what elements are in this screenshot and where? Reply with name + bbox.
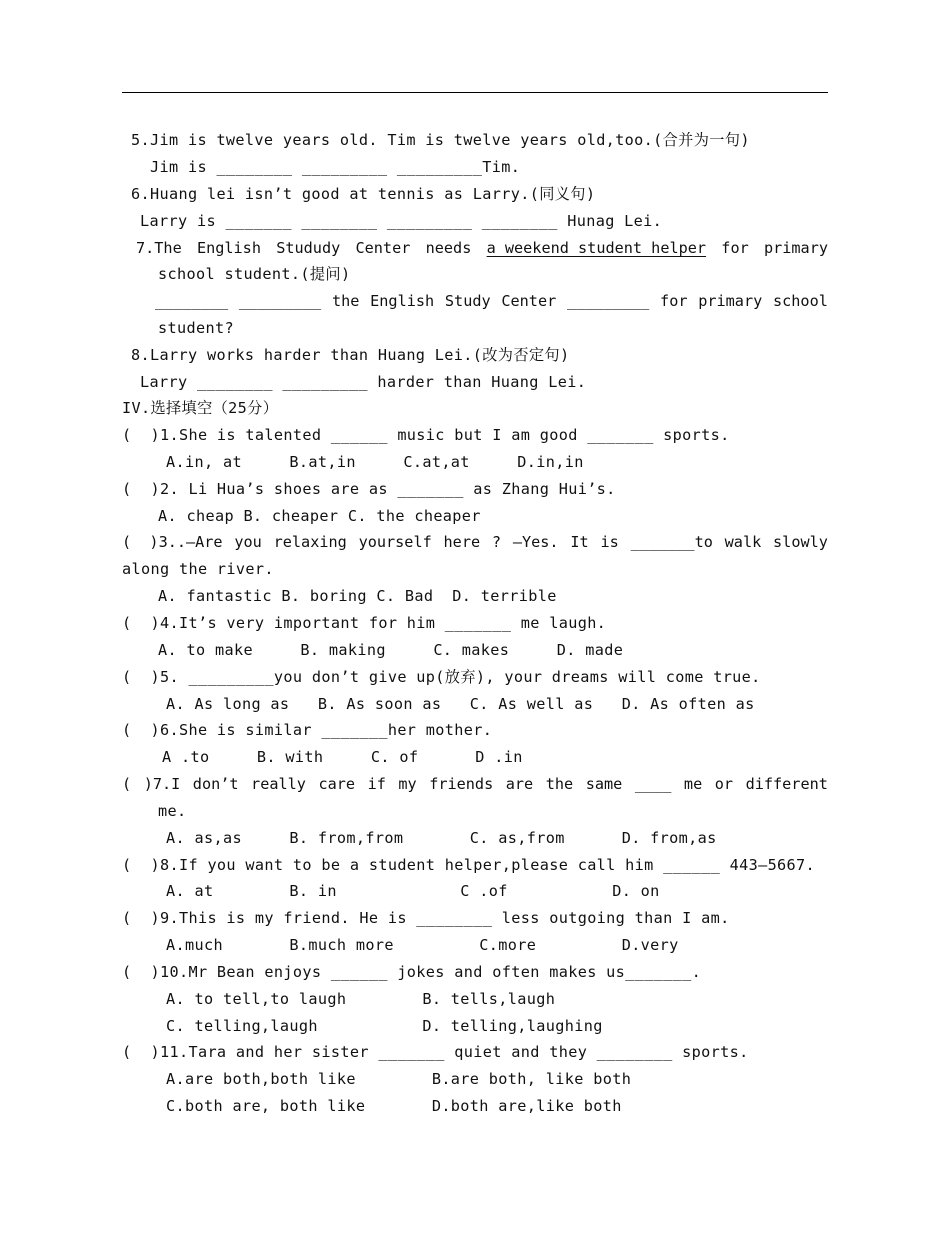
mc-question-9: ( )9.This is my friend. He is ________ less outgoing than I am. — [122, 909, 730, 927]
word: really — [251, 775, 306, 793]
mc-question-2: ( )2. Li Hua’s shoes are as _______ as Zhang Hui’s. — [122, 480, 616, 498]
word: yourself — [358, 533, 432, 551]
mc-options-5: A. As long as B. As soon as C. As well as D. As often as — [166, 695, 755, 713]
word: different — [745, 775, 828, 793]
mc-options-11-row-2: C.both are, both like D.both are,like both — [166, 1097, 622, 1115]
question-6: 6.Huang lei isn’t good at tennis as Larry.(同义句) — [131, 185, 596, 203]
mc-question-8: ( )8.If you want to be a student helper,please call him ______ 443—5667. — [122, 856, 816, 874]
question-8: 8.Larry works harder than Huang Lei.(改为否定句) — [131, 346, 570, 364]
mc-question-3 — [122, 532, 828, 552]
word: for — [660, 292, 688, 310]
mc-question-4: ( )4.It’s very important for him _______ me laugh. — [122, 614, 607, 632]
word: are — [505, 775, 534, 793]
word: for — [721, 239, 749, 257]
word: 7.The — [136, 239, 182, 257]
word: is — [600, 533, 619, 551]
mc-options-6: A .to B. with C. of D .in — [162, 748, 523, 766]
question-7 — [136, 238, 828, 258]
mc-question-10: ( )10.Mr Bean enjoys ______ jokes and often makes us_______. — [122, 963, 702, 981]
word: It — [570, 533, 589, 551]
word: walk — [724, 533, 762, 551]
question-5: 5.Jim is twelve years old. Tim is twelve years old,too.(合并为一句) — [131, 131, 750, 149]
word: _________ — [567, 292, 650, 310]
mc-question-1: ( )1.She is talented ______ music but I am good _______ sports. — [122, 426, 730, 444]
header-rule — [122, 92, 828, 93]
word: English — [370, 292, 435, 310]
word: primary — [698, 292, 763, 310]
section-heading: IV.选择填空（25分） — [122, 399, 279, 417]
word: ( — [122, 775, 132, 793]
word: relaxing — [273, 533, 347, 551]
word: my — [398, 775, 417, 793]
mc-question-11: ( )11.Tara and her sister _______ quiet and they ________ sports. — [122, 1043, 749, 1061]
word: ________ — [155, 292, 229, 310]
mc-options-2: A. cheap B. cheaper C. the cheaper — [158, 507, 481, 525]
word: same — [585, 775, 623, 793]
question-5-answer: Jim is ________ _________ _________Tim. — [150, 158, 521, 176]
word: if — [367, 775, 386, 793]
question-7-line-2: school student.(提问) — [158, 265, 351, 283]
word: ( )3..—Are — [122, 533, 223, 551]
word: Study — [444, 292, 491, 310]
word: here — [443, 533, 481, 551]
mc-options-3: A. fantastic B. boring C. Bad D. terrible — [158, 587, 557, 605]
mc-options-10-row-1: A. to tell,to laugh B. tells,laugh — [166, 990, 556, 1008]
word: don’t — [192, 775, 239, 793]
word: school — [773, 292, 828, 310]
word: Center — [501, 292, 557, 310]
word: ____ — [634, 775, 672, 793]
mc-options-11-row-1: A.are both,both like B.are both, like both — [166, 1070, 632, 1088]
mc-options-10-row-2: C. telling,laugh D. telling,laughing — [166, 1017, 603, 1035]
mc-question-7 — [122, 774, 828, 794]
word: or — [714, 775, 734, 793]
word: friends — [429, 775, 494, 793]
mc-options-7: A. as,as B. from,from C. as,from D. from,as — [166, 829, 717, 847]
word: Stududy — [276, 239, 341, 257]
question-7-answer-line-2: student? — [158, 319, 234, 337]
word: Center — [355, 239, 411, 257]
word: me — [683, 775, 703, 793]
word: slowly — [773, 533, 828, 551]
word: you — [234, 533, 262, 551]
question-8-answer: Larry ________ _________ harder than Huang Lei. — [140, 373, 587, 391]
mc-question-6: ( )6.She is similar _______her mother. — [122, 721, 493, 739]
mc-options-9: A.much B.much more C.more D.very — [166, 936, 679, 954]
word: —Yes. — [512, 533, 559, 551]
word: primary — [763, 239, 828, 257]
word: )7.I — [143, 775, 181, 793]
mc-question-3-line-2: along the river. — [122, 560, 274, 578]
mc-options-1: A.in, at B.at,in C.at,at D.in,in — [166, 453, 584, 471]
question-6-answer: Larry is _______ ________ _________ ________ Hunag Lei. — [140, 212, 663, 230]
word: ? — [491, 533, 502, 551]
word: care — [318, 775, 356, 793]
question-7-answer — [155, 291, 828, 311]
mc-options-4: A. to make B. making C. makes D. made — [158, 641, 624, 659]
word: the — [331, 292, 360, 310]
word: _________ — [238, 292, 322, 310]
word: the — [545, 775, 574, 793]
mc-question-7-line-2: me. — [158, 802, 187, 820]
mc-options-8: A. at B. in C .of D. on — [166, 882, 660, 900]
underlined-phrase: a weekend student helper — [486, 239, 707, 257]
mc-question-5: ( )5. _________you don’t give up(放弃), your dreams will come true. — [122, 668, 761, 686]
word: needs — [425, 239, 472, 257]
word: _______to — [630, 533, 713, 551]
word: English — [196, 239, 261, 257]
